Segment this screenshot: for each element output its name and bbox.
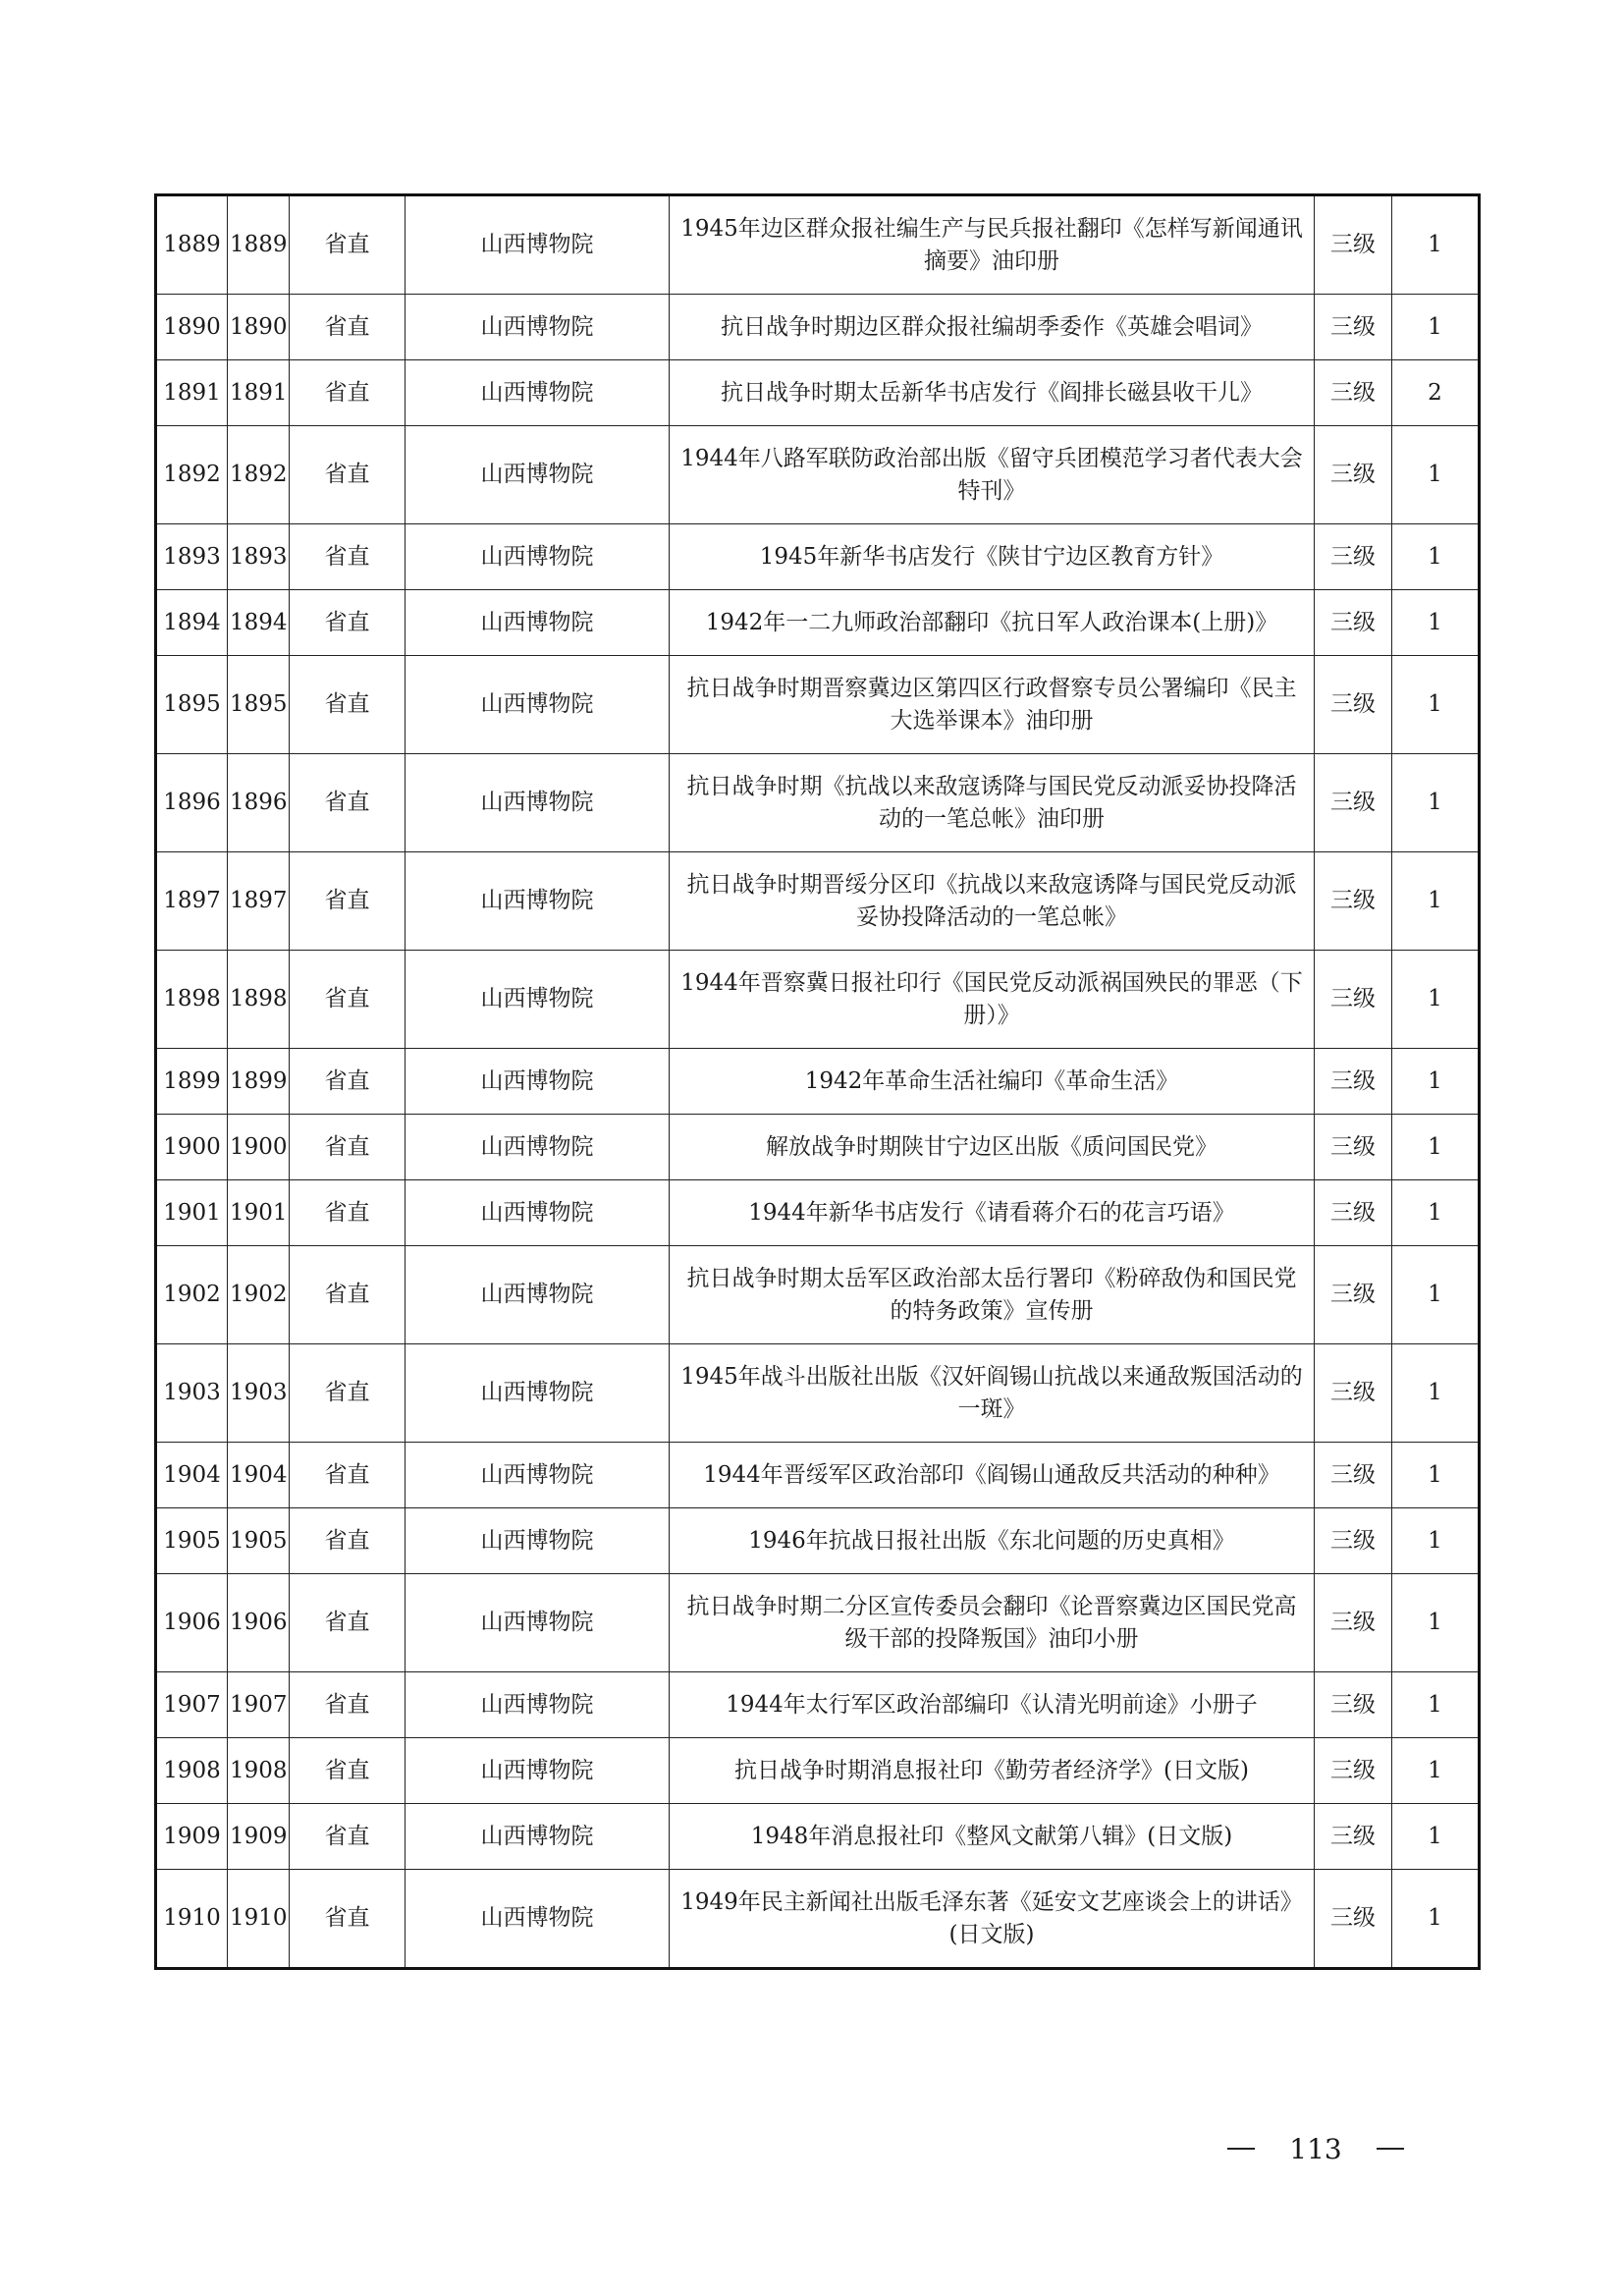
cell-category: 省直 [290,1672,406,1738]
cell-qty: 1 [1392,754,1480,852]
cell-qty: 1 [1392,1246,1480,1344]
cell-category: 省直 [290,590,406,656]
cell-id: 1900 [228,1115,290,1180]
cell-unit: 山西博物院 [406,1180,670,1246]
cell-qty: 1 [1392,1443,1480,1508]
cell-seq: 1904 [156,1443,228,1508]
table-row [156,1049,1480,1115]
page-number: 113 [1289,2132,1342,2165]
cell-level: 三级 [1315,1180,1392,1246]
cell-level: 三级 [1315,951,1392,1049]
cell-qty: 1 [1392,1870,1480,1969]
cell-qty: 1 [1392,1115,1480,1180]
cell-category: 省直 [290,1574,406,1672]
table-row [156,360,1480,426]
cell-id: 1898 [228,951,290,1049]
table-row [156,754,1480,852]
cell-id: 1908 [228,1738,290,1804]
table-row [156,1344,1480,1443]
cell-seq: 1900 [156,1115,228,1180]
cell-unit: 山西博物院 [406,295,670,360]
cell-level: 三级 [1315,1870,1392,1969]
cell-id: 1903 [228,1344,290,1443]
table-row [156,524,1480,590]
cell-seq: 1896 [156,754,228,852]
cell-id: 1892 [228,426,290,524]
cell-level: 三级 [1315,426,1392,524]
cell-seq: 1899 [156,1049,228,1115]
table-row [156,1574,1480,1672]
cell-name: 抗日战争时期晋绥分区印《抗战以来敌寇诱降与国民党反动派妥协投降活动的一笔总帐》 [670,852,1315,951]
cell-id: 1902 [228,1246,290,1344]
cell-category: 省直 [290,295,406,360]
cell-level: 三级 [1315,1049,1392,1115]
cell-unit: 山西博物院 [406,1115,670,1180]
cell-unit: 山西博物院 [406,1049,670,1115]
table-body [156,195,1480,1969]
cell-category: 省直 [290,852,406,951]
cell-id: 1906 [228,1574,290,1672]
cell-id: 1891 [228,360,290,426]
table-row [156,195,1480,295]
cell-seq: 1906 [156,1574,228,1672]
table-row [156,656,1480,754]
cell-id: 1910 [228,1870,290,1969]
cell-qty: 1 [1392,426,1480,524]
cell-category: 省直 [290,1738,406,1804]
cell-seq: 1907 [156,1672,228,1738]
cell-id: 1889 [228,195,290,295]
cell-unit: 山西博物院 [406,590,670,656]
table-row [156,1443,1480,1508]
cell-unit: 山西博物院 [406,426,670,524]
cell-seq: 1892 [156,426,228,524]
cell-id: 1909 [228,1804,290,1870]
cell-qty: 1 [1392,1344,1480,1443]
table-row [156,426,1480,524]
cell-seq: 1895 [156,656,228,754]
cell-level: 三级 [1315,1115,1392,1180]
cell-seq: 1891 [156,360,228,426]
cell-category: 省直 [290,524,406,590]
cell-category: 省直 [290,1804,406,1870]
cell-unit: 山西博物院 [406,195,670,295]
cell-category: 省直 [290,1115,406,1180]
table-row [156,951,1480,1049]
cell-name: 1942年革命生活社编印《革命生活》 [670,1049,1315,1115]
cell-seq: 1908 [156,1738,228,1804]
cell-category: 省直 [290,754,406,852]
cell-name: 1944年八路军联防政治部出版《留守兵团模范学习者代表大会特刊》 [670,426,1315,524]
cell-name: 抗日战争时期晋察冀边区第四区行政督察专员公署编印《民主大选举课本》油印册 [670,656,1315,754]
cell-unit: 山西博物院 [406,1246,670,1344]
cell-unit: 山西博物院 [406,1443,670,1508]
cell-level: 三级 [1315,1508,1392,1574]
cell-name: 抗日战争时期边区群众报社编胡季委作《英雄会唱词》 [670,295,1315,360]
cell-name: 1944年新华书店发行《请看蒋介石的花言巧语》 [670,1180,1315,1246]
cell-level: 三级 [1315,1574,1392,1672]
cell-seq: 1905 [156,1508,228,1574]
cell-id: 1901 [228,1180,290,1246]
cell-id: 1896 [228,754,290,852]
cell-name: 抗日战争时期太岳军区政治部太岳行署印《粉碎敌伪和国民党的特务政策》宣传册 [670,1246,1315,1344]
cell-qty: 1 [1392,195,1480,295]
cell-qty: 1 [1392,524,1480,590]
cell-seq: 1889 [156,195,228,295]
cell-id: 1893 [228,524,290,590]
cell-qty: 1 [1392,1049,1480,1115]
cell-unit: 山西博物院 [406,951,670,1049]
cell-qty: 1 [1392,1804,1480,1870]
table-row [156,1672,1480,1738]
cell-name: 1945年战斗出版社出版《汉奸阎锡山抗战以来通敌叛国活动的一斑》 [670,1344,1315,1443]
cell-category: 省直 [290,1443,406,1508]
table-row [156,852,1480,951]
cell-seq: 1902 [156,1246,228,1344]
cell-id: 1907 [228,1672,290,1738]
cell-qty: 2 [1392,360,1480,426]
cell-level: 三级 [1315,360,1392,426]
cell-level: 三级 [1315,1804,1392,1870]
cell-category: 省直 [290,951,406,1049]
cell-unit: 山西博物院 [406,754,670,852]
cell-name: 1944年太行军区政治部编印《认清光明前途》小册子 [670,1672,1315,1738]
cell-level: 三级 [1315,1738,1392,1804]
cell-id: 1895 [228,656,290,754]
table-row [156,1246,1480,1344]
cell-level: 三级 [1315,1344,1392,1443]
cell-name: 抗日战争时期《抗战以来敌寇诱降与国民党反动派妥协投降活动的一笔总帐》油印册 [670,754,1315,852]
cell-name: 1944年晋绥军区政治部印《阎锡山通敌反共活动的种种》 [670,1443,1315,1508]
cell-qty: 1 [1392,1738,1480,1804]
table-row [156,1508,1480,1574]
cell-seq: 1898 [156,951,228,1049]
table-row [156,1804,1480,1870]
cell-qty: 1 [1392,1672,1480,1738]
page-footer [1227,2129,1404,2168]
cell-name: 1945年边区群众报社编生产与民兵报社翻印《怎样写新闻通讯摘要》油印册 [670,195,1315,295]
cell-level: 三级 [1315,295,1392,360]
table-row [156,1115,1480,1180]
cell-name: 抗日战争时期二分区宣传委员会翻印《论晋察冀边区国民党高级干部的投降叛国》油印小册 [670,1574,1315,1672]
cell-category: 省直 [290,1246,406,1344]
cell-id: 1897 [228,852,290,951]
cell-seq: 1903 [156,1344,228,1443]
cell-seq: 1897 [156,852,228,951]
cell-unit: 山西博物院 [406,1738,670,1804]
cell-category: 省直 [290,656,406,754]
cell-unit: 山西博物院 [406,1672,670,1738]
footer-dash-left [1227,2148,1255,2150]
cell-name: 抗日战争时期太岳新华书店发行《阎排长磁县收干儿》 [670,360,1315,426]
cell-unit: 山西博物院 [406,1870,670,1969]
cell-name: 1948年消息报社印《整风文献第八辑》(日文版) [670,1804,1315,1870]
cell-unit: 山西博物院 [406,524,670,590]
cell-seq: 1901 [156,1180,228,1246]
cell-unit: 山西博物院 [406,852,670,951]
cell-category: 省直 [290,195,406,295]
cell-qty: 1 [1392,656,1480,754]
cell-name: 1945年新华书店发行《陕甘宁边区教育方针》 [670,524,1315,590]
cell-seq: 1894 [156,590,228,656]
footer-dash-right [1377,2148,1404,2150]
cell-category: 省直 [290,1344,406,1443]
relics-table [154,193,1481,1970]
cell-category: 省直 [290,1508,406,1574]
cell-level: 三级 [1315,754,1392,852]
cell-unit: 山西博物院 [406,1344,670,1443]
cell-name: 抗日战争时期消息报社印《勤劳者经济学》(日文版) [670,1738,1315,1804]
cell-seq: 1893 [156,524,228,590]
table-row [156,295,1480,360]
cell-level: 三级 [1315,590,1392,656]
table-row [156,1870,1480,1969]
cell-id: 1905 [228,1508,290,1574]
cell-id: 1894 [228,590,290,656]
cell-qty: 1 [1392,1574,1480,1672]
cell-category: 省直 [290,1049,406,1115]
cell-qty: 1 [1392,1508,1480,1574]
cell-unit: 山西博物院 [406,1574,670,1672]
cell-level: 三级 [1315,524,1392,590]
cell-seq: 1910 [156,1870,228,1969]
table-row [156,1180,1480,1246]
cell-level: 三级 [1315,195,1392,295]
cell-level: 三级 [1315,1246,1392,1344]
cell-unit: 山西博物院 [406,1804,670,1870]
cell-qty: 1 [1392,590,1480,656]
cell-unit: 山西博物院 [406,656,670,754]
cell-unit: 山西博物院 [406,1508,670,1574]
cell-category: 省直 [290,360,406,426]
cell-name: 1944年晋察冀日报社印行《国民党反动派祸国殃民的罪恶（下册）》 [670,951,1315,1049]
cell-seq: 1890 [156,295,228,360]
cell-unit: 山西博物院 [406,360,670,426]
cell-name: 1942年一二九师政治部翻印《抗日军人政治课本(上册)》 [670,590,1315,656]
cell-qty: 1 [1392,1180,1480,1246]
cell-category: 省直 [290,1870,406,1969]
cell-name: 解放战争时期陕甘宁边区出版《质问国民党》 [670,1115,1315,1180]
cell-name: 1946年抗战日报社出版《东北问题的历史真相》 [670,1508,1315,1574]
cell-qty: 1 [1392,951,1480,1049]
cell-level: 三级 [1315,1672,1392,1738]
cell-id: 1890 [228,295,290,360]
cell-qty: 1 [1392,852,1480,951]
cell-seq: 1909 [156,1804,228,1870]
cell-level: 三级 [1315,656,1392,754]
cell-qty: 1 [1392,295,1480,360]
table-row [156,590,1480,656]
table-row [156,1738,1480,1804]
cell-level: 三级 [1315,852,1392,951]
cell-category: 省直 [290,1180,406,1246]
cell-id: 1899 [228,1049,290,1115]
cell-category: 省直 [290,426,406,524]
cell-name: 1949年民主新闻社出版毛泽东著《延安文艺座谈会上的讲话》(日文版) [670,1870,1315,1969]
cell-id: 1904 [228,1443,290,1508]
cell-level: 三级 [1315,1443,1392,1508]
